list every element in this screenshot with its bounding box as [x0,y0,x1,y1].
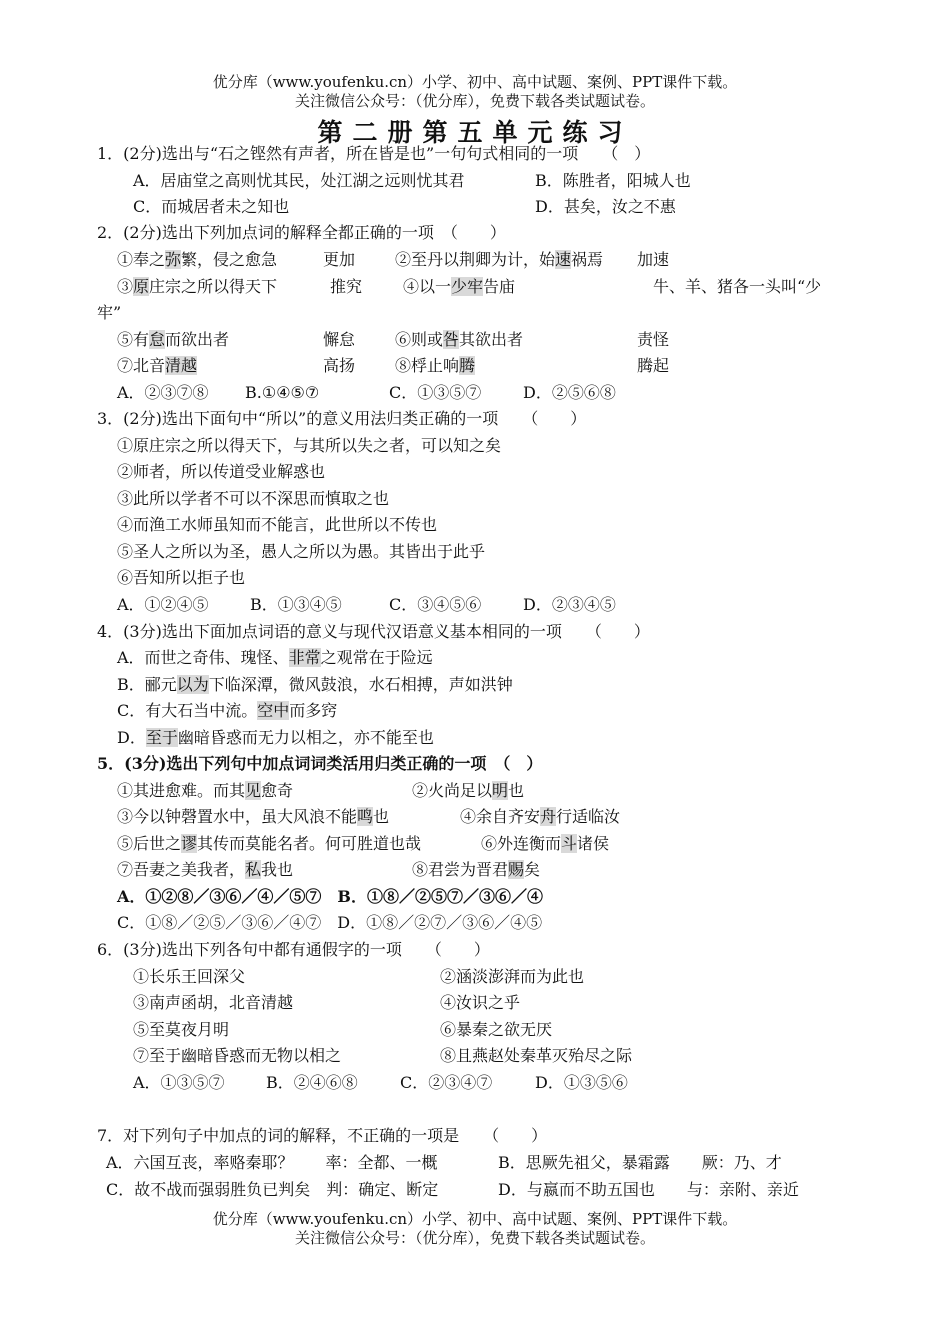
q2-option-b: B.①④⑤⑦ [245,383,320,402]
q1-option-d: D．甚矣，汝之不惠 [535,197,676,216]
q6-option-b: B．②④⑥⑧ [266,1073,358,1092]
q2-option-d: D．②⑤⑥⑧ [523,383,616,402]
q4-option-d: D．至于幽暗昏惑而无力以相之，亦不能至也 [117,728,434,747]
q5-options-cd: C．①⑧／②⑤／③⑥／④⑦ D．①⑧／②⑦／③⑥／④⑤ [117,913,543,932]
q4-option-b: B．郦元以为下临深潭，微风鼓浪，水石相搏，声如洪钟 [117,675,513,694]
header-line-2: 关注微信公众号：（优分库），免费下载各类试题试卷。 [294,92,655,110]
q5-stem: 5．(3分)选出下列句中加点词词类活用归类正确的一项 （ ） [97,754,543,773]
q4-stem: 4．(3分)选出下面加点词语的意义与现代汉语意义基本相同的一项 （ ） [97,622,650,641]
q6-option-d: D．①③⑤⑥ [535,1073,628,1092]
q1-option-a: A．居庙堂之高则忧其民，处江湖之远则忧其君 [133,171,465,190]
footer-line-2: 关注微信公众号：（优分库），免费下载各类试题试卷。 [294,1229,655,1247]
q2-item-3: ③原庄宗之所以得天下 [117,277,278,296]
q5-item-7: ⑦吾妻之美我者，私我也 [117,860,294,879]
q5-item-3: ③今以钟磬置水中，虽大风浪不能鸣也 [117,807,390,826]
q2-item-1-meaning: 更加 [323,250,356,269]
q3-option-d: D．②③④⑤ [523,595,616,614]
q3-item-5: ⑤圣人之所以为圣，愚人之所以为愚。其皆出于此乎 [117,542,486,561]
q2-item-3-meaning: 推究 [330,277,363,296]
q1-option-c: C．而城居者未之知也 [133,197,290,216]
q5-options-ab: A．①②⑧／③⑥／④／⑤⑦ B．①⑧／②⑤⑦／③⑥／④ [117,887,543,906]
q5-item-2: ②火尚足以明也 [412,781,525,800]
q2-option-c: C．①③⑤⑦ [389,383,482,402]
header-line-1: 优分库（www.youfenku.cn）小学、初中、高中试题、案例、PPT课件下载。 [212,73,738,91]
q2-item-6: ⑥则或咎其欲出者 [395,330,524,349]
q2-item-7-meaning: 高扬 [323,356,356,375]
q6-item-3: ③南声函胡，北音清越 [133,993,294,1012]
q7-stem: 7．对下列句子中加点的词的解释，不正确的一项是 （ ） [97,1126,548,1145]
q6-option-a: A．①③⑤⑦ [133,1073,225,1092]
q2-item-5: ⑤有怠而欲出者 [117,330,230,349]
q6-item-4: ④汝识之乎 [440,993,521,1012]
q2-item-1: ①奉之弥繁，侵之愈急 [117,250,278,269]
q5-item-6: ⑥外连衡而斗诸侯 [481,834,610,853]
q4-option-c: C．有大石当中流。空中而多窍 [117,701,338,720]
q2-stem: 2．(2分)选出下列加点词的解释全都正确的一项 （ ） [97,223,506,242]
q5-item-5: ⑤后世之谬其传而莫能名者。何可胜道也哉 [117,834,422,853]
q7-option-b: B．思厥先祖父，暴霜露 厥：乃、才 [498,1153,782,1172]
q2-item-5-meaning: 懈怠 [323,330,356,349]
q5-item-4: ④余自齐安舟行适临汝 [460,807,621,826]
q3-option-a: A．①②④⑤ [117,595,209,614]
q3-item-3: ③此所以学者不可以不深思而慎取之也 [117,489,390,508]
q7-option-c: C．故不战而强弱胜负已判矣 判：确定、断定 [106,1180,439,1199]
q2-item-7: ⑦北音清越 [117,356,198,375]
q6-item-8: ⑧且燕赵处秦革灭殆尽之际 [440,1046,633,1065]
q7-option-d: D．与嬴而不助五国也 与：亲附、亲近 [498,1180,799,1199]
q2-option-a: A．②③⑦⑧ [117,383,209,402]
q3-option-b: B．①③④⑤ [250,595,342,614]
q3-option-c: C．③④⑤⑥ [389,595,482,614]
q1-option-b: B．陈胜者，阳城人也 [535,171,691,190]
q2-item-4-meaning: 牛、羊、猪各一头叫“少 [653,277,822,296]
q6-stem: 6．(3分)选出下列各句中都有通假字的一项 （ ） [97,940,490,959]
q2-item-6-meaning: 责怪 [637,330,670,349]
q6-item-7: ⑦至于幽暗昏惑而无物以相之 [133,1046,342,1065]
q2-item-2-meaning: 加速 [637,250,670,269]
q3-item-2: ②师者，所以传道受业解惑也 [117,462,326,481]
q2-item-4-meaning-cont: 牢” [97,303,122,322]
q4-option-a: A．而世之奇伟、瑰怪、非常之观常在于险远 [117,648,433,667]
page-title: 第二册第五单元练习 [317,118,633,147]
q6-item-1: ①长乐王回深父 [133,967,246,986]
q3-item-1: ①原庄宗之所以得天下，与其所以失之者，可以知之矣 [117,436,502,455]
q5-item-1: ①其进愈难。而其见愈奇 [117,781,294,800]
q2-item-8-meaning: 腾起 [637,356,670,375]
q7-option-a: A．六国互丧，率赂秦耶？ 率：全都、一概 [106,1153,438,1172]
q3-item-6: ⑥吾知所以拒子也 [117,568,246,587]
q3-item-4: ④而渔工水师虽知而不能言，此世所以不传也 [117,515,438,534]
q2-item-8: ⑧桴止响腾 [395,356,476,375]
q1-stem: 1．(2分)选出与“石之铿然有声者，所在皆是也”一句句式相同的一项 （ ） [97,144,651,163]
q2-item-2: ②至丹以荆卿为计，始速祸焉 [395,250,604,269]
q6-item-6: ⑥暴秦之欲无厌 [440,1020,553,1039]
q3-stem: 3．(2分)选出下面句中“所以”的意义用法归类正确的一项 （ ） [97,409,587,428]
q6-item-5: ⑤至莫夜月明 [133,1020,230,1039]
q6-item-2: ②涵淡澎湃而为此也 [440,967,585,986]
q6-option-c: C．②③④⑦ [400,1073,493,1092]
footer-line-1: 优分库（www.youfenku.cn）小学、初中、高中试题、案例、PPT课件下载。 [212,1210,738,1228]
q5-item-8: ⑧君尝为晋君赐矣 [412,860,541,879]
q2-item-4: ④以一少牢告庙 [403,277,516,296]
